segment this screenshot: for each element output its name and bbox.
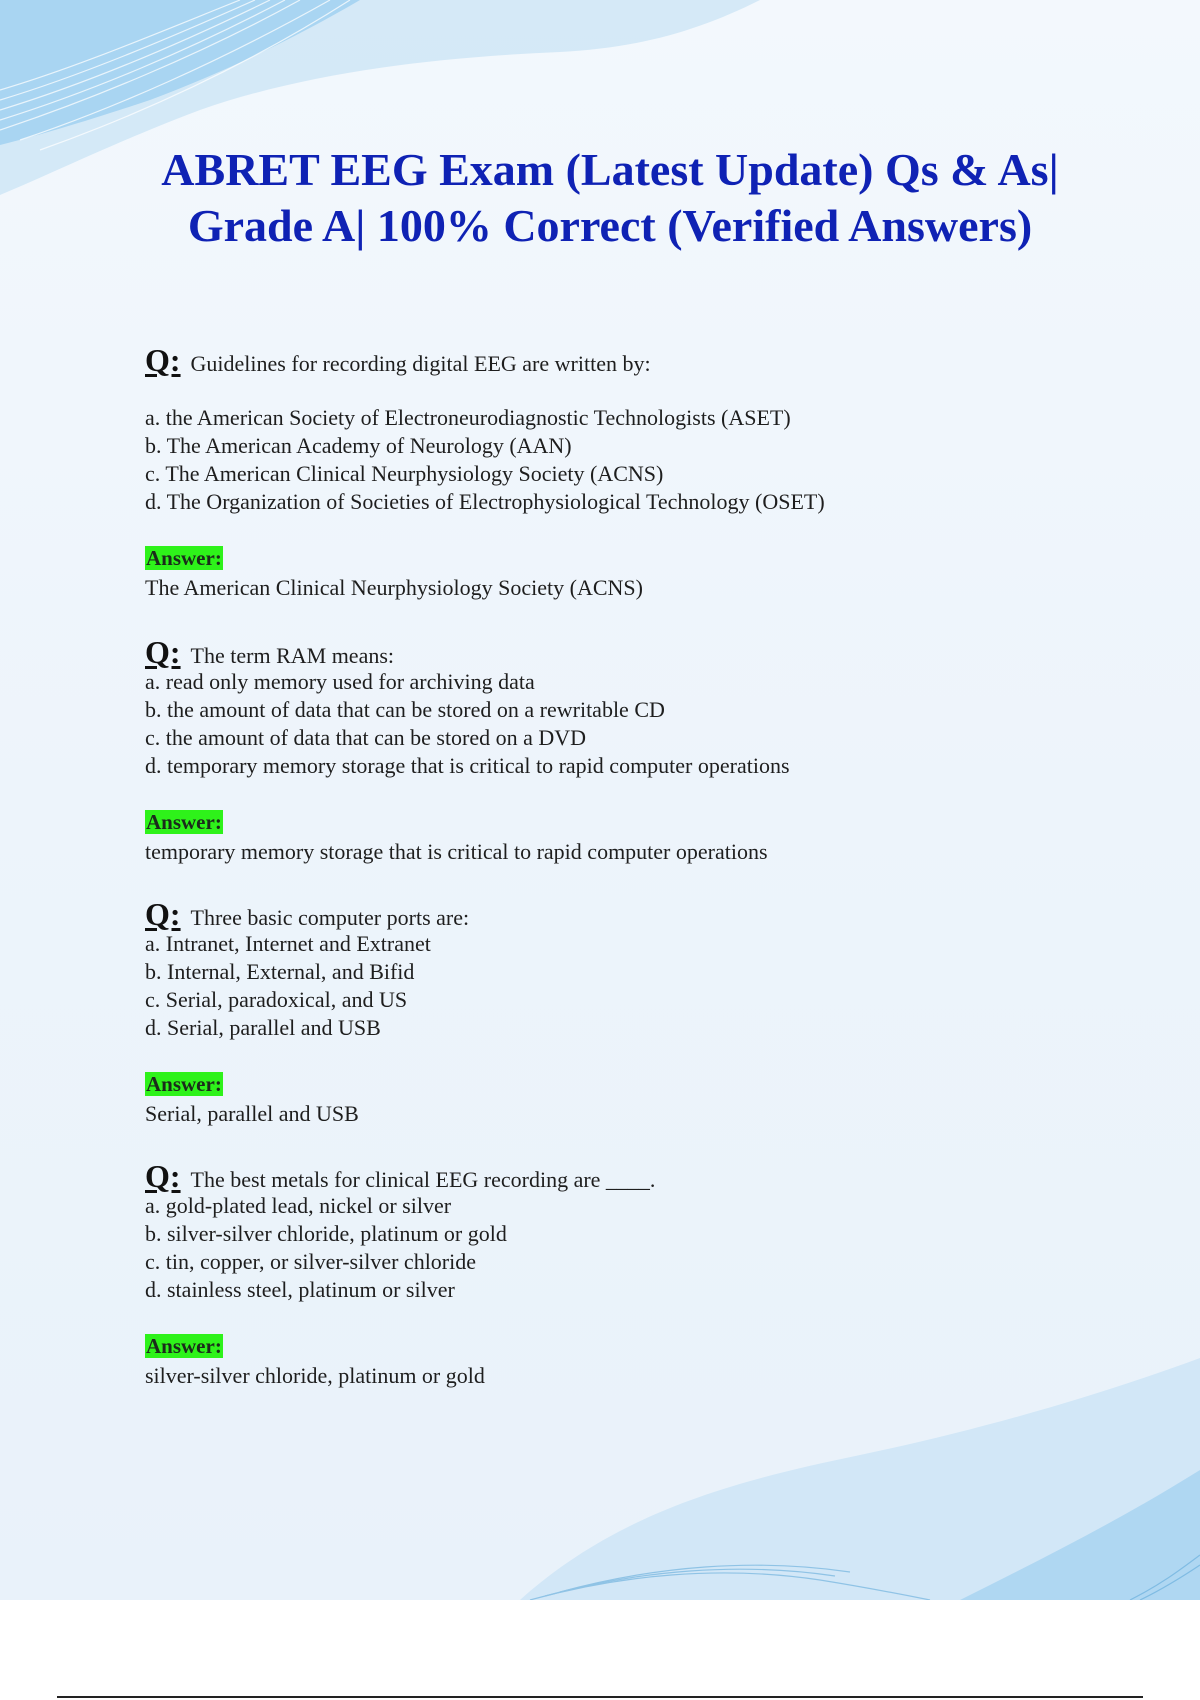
option-b: b. the amount of data that can be stored on a rewritable CD xyxy=(145,697,665,722)
option-d: d. The Organization of Societies of Electrophysiological Technology (OSET) xyxy=(145,489,825,514)
options-list xyxy=(145,930,1105,1042)
question-block-3 xyxy=(145,896,1105,1128)
answer-text: The American Clinical Neurphysiology Society (ACNS) xyxy=(145,575,643,600)
question-block-2 xyxy=(145,634,1105,866)
answer-text: temporary memory storage that is critical to rapid computer operations xyxy=(145,839,768,864)
option-c: c. tin, copper, or silver-silver chloride xyxy=(145,1249,477,1274)
options-list xyxy=(145,668,1105,780)
footer-divider xyxy=(57,1696,1143,1698)
option-c: c. The American Clinical Neurphysiology Society (ACNS) xyxy=(145,461,664,486)
option-c: c. Serial, paradoxical, and US xyxy=(145,987,408,1012)
option-a: a. the American Society of Electroneurodiagnostic Technologists (ASET) xyxy=(145,405,791,430)
option-b: b. The American Academy of Neurology (AAN) xyxy=(145,433,572,458)
option-d: d. temporary memory storage that is critical to rapid computer operations xyxy=(145,753,790,778)
option-a: a. Intranet, Internet and Extranet xyxy=(145,931,431,956)
answer-text: Serial, parallel and USB xyxy=(145,1101,359,1126)
question-label: Q: xyxy=(145,1158,181,1194)
document-title: ABRET EEG Exam (Latest Update) Qs & As| Grade A| 100% Correct (Verified Answers) xyxy=(161,144,1059,251)
question-text: The best metals for clinical EEG recording are ____. xyxy=(190,1167,656,1192)
answer-label: Answer: xyxy=(146,1072,222,1096)
answer-text: silver-silver chloride, platinum or gold xyxy=(145,1363,485,1388)
option-c: c. the amount of data that can be stored on a DVD xyxy=(145,725,587,750)
question-label: Q: xyxy=(145,896,181,932)
question-text: Three basic computer ports are: xyxy=(190,905,470,930)
options-list xyxy=(145,1192,1105,1304)
option-a: a. read only memory used for archiving data xyxy=(145,669,535,694)
question-label: Q: xyxy=(145,634,181,670)
option-b: b. Internal, External, and Bifid xyxy=(145,959,415,984)
question-text: Guidelines for recording digital EEG are written by: xyxy=(190,351,651,376)
question-label: Q: xyxy=(145,342,181,378)
question-block-4 xyxy=(145,1158,1105,1390)
option-d: d. stainless steel, platinum or silver xyxy=(145,1277,455,1302)
answer-label: Answer: xyxy=(146,810,222,834)
answer-label: Answer: xyxy=(146,1334,222,1358)
question-block-1 xyxy=(145,342,1105,602)
option-b: b. silver-silver chloride, platinum or gold xyxy=(145,1221,507,1246)
answer-label: Answer: xyxy=(146,546,222,570)
option-d: d. Serial, parallel and USB xyxy=(145,1015,381,1040)
question-text: The term RAM means: xyxy=(190,643,395,668)
option-a: a. gold-plated lead, nickel or silver xyxy=(145,1193,452,1218)
options-list xyxy=(145,404,1105,516)
